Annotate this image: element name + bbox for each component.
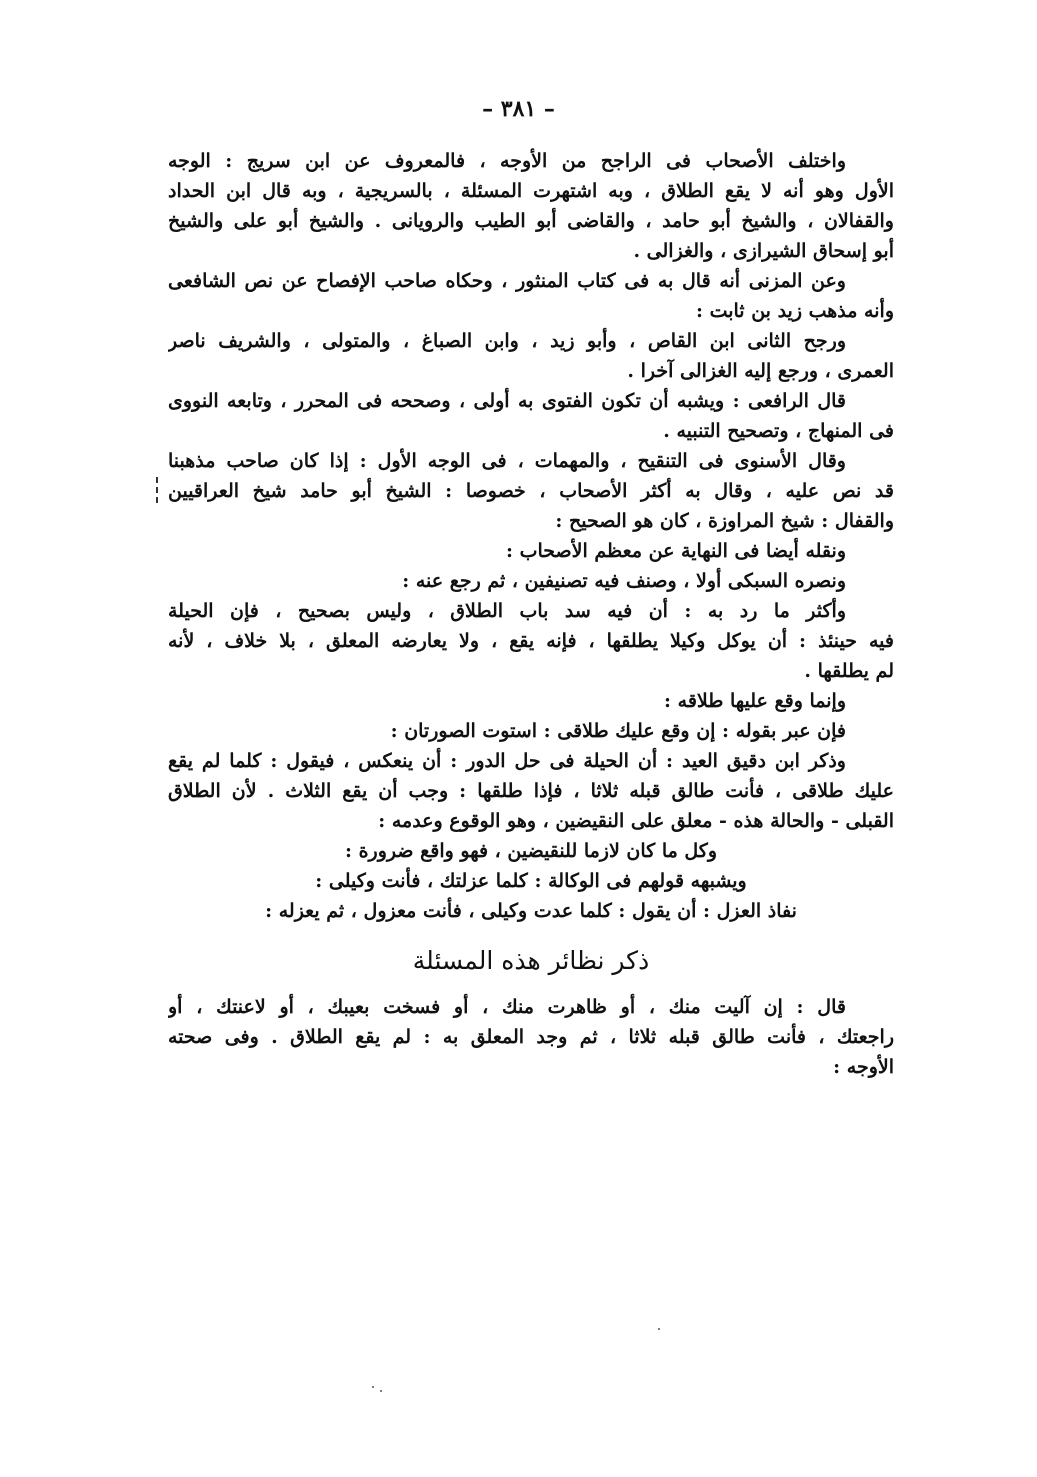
text-line: وقال الأسنوى فى التنقيح ، والمهمات ، فى الوجه الأول : إذا كان صاحب مذهبنا xyxy=(168,450,846,472)
text-line: أبو إسحاق الشيرازى ، والغزالى . xyxy=(633,240,894,262)
text-line: وكل ما كان لازما للنقيضين ، فهو واقع ضرورة : xyxy=(344,840,718,862)
text-line: فى المنهاج ، وتصحيح التنبيه . xyxy=(663,420,894,442)
text-line: واختلف الأصحاب فى الراجح من الأوجه ، فالمعروف عن ابن سريج : الوجه xyxy=(168,150,846,172)
text-line: الأول وهو أنه لا يقع الطلاق ، وبه اشتهرت المسئلة ، بالسريجية ، وبه قال ابن الحداد xyxy=(168,180,894,202)
scan-speck xyxy=(380,1390,382,1392)
text-line: والقفال : شيخ المراوزة ، كان هو الصحيح : xyxy=(555,510,894,532)
text-line: وأنه مذهب زيد بن ثابت : xyxy=(695,300,894,322)
margin-mark xyxy=(156,477,160,503)
scan-speck xyxy=(372,1386,374,1388)
text-line: وعن المزنى أنه قال به فى كتاب المنثور ، وحكاه صاحب الإفصاح عن نص الشافعى xyxy=(168,270,846,292)
after-heading-text-block xyxy=(168,992,894,1082)
text-line: الأوجه : xyxy=(833,1056,894,1078)
section-heading-block xyxy=(168,938,894,984)
text-line: القبلى - والحالة هذه - معلق على النقيضين ، وهو الوقوع وعدمه : xyxy=(378,810,894,832)
text-line: ونصره السبكى أولا ، وصنف فيه تصنيفين ، ثم رجع عنه : xyxy=(402,570,846,592)
text-line: والقفالان ، والشيخ أبو حامد ، والقاضى أبو الطيب والرويانى . والشيخ أبو على والشيخ xyxy=(168,210,894,232)
text-line: نفاذ العزل : أن يقول : كلما عدت وكيلى ، فأنت معزول ، ثم يعزله : xyxy=(265,900,797,922)
text-line: قال : إن آليت منك ، أو ظاهرت منك ، أو فسخت بعيبك ، أو لاعنتك ، أو xyxy=(168,996,846,1018)
text-line: قال الرافعى : ويشبه أن تكون الفتوى به أولى ، وصححه فى المحرر ، وتابعه النووى xyxy=(168,390,846,412)
scan-speck xyxy=(658,1328,660,1330)
text-line: العمرى ، ورجع إليه الغزالى آخرا . xyxy=(627,360,894,382)
text-line: فيه حينئذ : أن يوكل وكيلا يطلقها ، فإنه يقع ، ولا يعارضه المعلق ، بلا خلاف ، لأنه xyxy=(168,630,894,652)
text-line: لم يطلقها . xyxy=(804,660,894,682)
section-heading: ذكر نظائر هذه المسئلة xyxy=(412,946,650,975)
main-text-block xyxy=(168,146,894,926)
text-line: ورجح الثانى ابن القاص ، وأبو زيد ، وابن الصباغ ، والمتولى ، والشريف ناصر xyxy=(168,330,846,352)
text-line: وإنما وقع عليها طلاقه : xyxy=(664,690,846,712)
text-line: وأكثر ما رد به : أن فيه سد باب الطلاق ، وليس بصحيح ، فإن الحيلة xyxy=(168,600,846,622)
page-number: – ٣٨١ – xyxy=(482,96,555,122)
text-line: فإن عبر بقوله : إن وقع عليك طلاقى : استوت الصورتان : xyxy=(390,720,846,742)
text-line: راجعتك ، فأنت طالق قبله ثلاثا ، ثم وجد المعلق به : لم يقع الطلاق . وفى صحته xyxy=(168,1026,894,1048)
text-line: ويشبهه قولهم فى الوكالة : كلما عزلتك ، فأنت وكيلى : xyxy=(315,870,747,892)
text-line: قد نص عليه ، وقال به أكثر الأصحاب ، خصوصا : الشيخ أبو حامد شيخ العراقيين xyxy=(168,480,894,502)
text-line: عليك طلاقى ، فأنت طالق قبله ثلاثا ، فإذا طلقها : وجب أن يقع الثلاث . لأن الطلاق xyxy=(168,780,894,802)
text-line: ونقله أيضا فى النهاية عن معظم الأصحاب : xyxy=(505,540,846,562)
text-line: وذكر ابن دقيق العيد : أن الحيلة فى حل الدور : أن ينعكس ، فيقول : كلما لم يقع xyxy=(168,750,846,772)
